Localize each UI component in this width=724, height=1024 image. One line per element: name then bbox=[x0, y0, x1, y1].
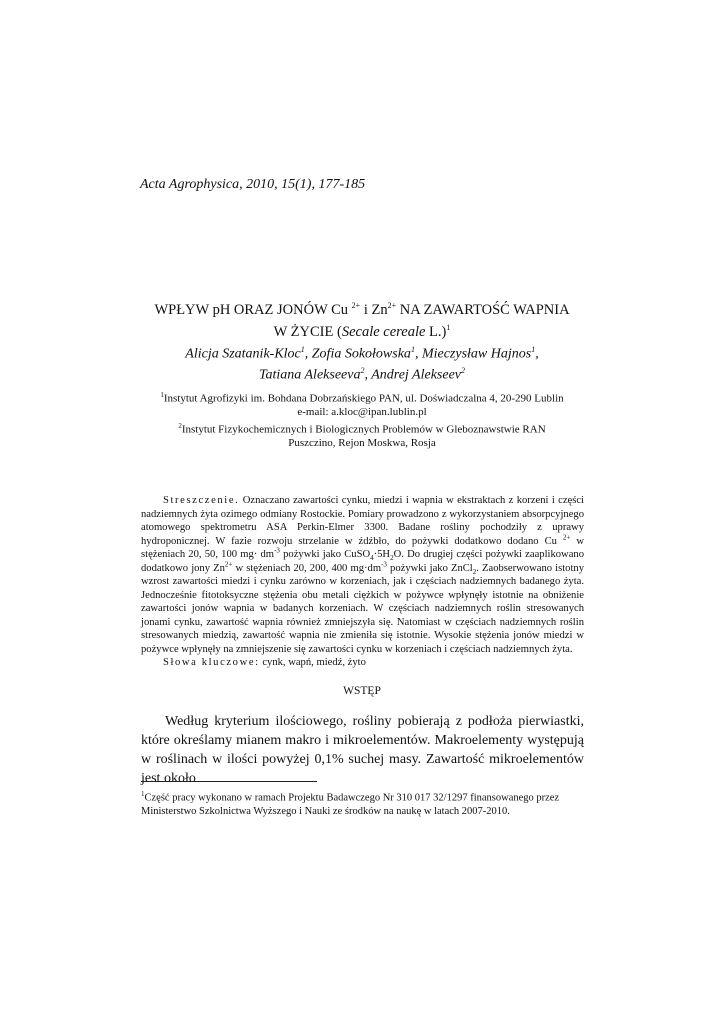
section-heading: WSTĘP bbox=[343, 685, 381, 697]
body-paragraph: Według kryterium ilościowego, rośliny pobierają z podłoża pierwiastki, które określamy mianem makro i mikroelementów. Makroelementy występują w roślinach w ilości powyżej 0,1% suchej masy. Zawartość mikroelementów jest około bbox=[141, 714, 584, 786]
paper-title bbox=[140, 297, 584, 341]
abstract-label: Streszczenie. bbox=[163, 495, 240, 506]
keywords: Słowa kluczowe: cynk, wapń, miedź, żyto bbox=[163, 657, 366, 668]
affiliation-2: $^2$Instytut Fizykochemicznych i Biologicznych Problemów w Gleboznawstwie RAN bbox=[178, 421, 546, 436]
abstract-text: Streszczenie. Oznaczano zawartości cynku, miedzi i wapnia w ekstraktach z korzeni i części nadziemnych żyta ozimego odmiany Rostockie. Pomiary prowadzono z wykorzystaniem absorpcyjnego atomowego spektrometru ASA Perkin-Elmer 3300. Badane rośliny pochodziły z uprawy hydroponicznej. W fazie rozwoju strzelanie w źdźbło, do pożywki dodatkowo dodano Cu $^{2+}$ w stężeniach 20, 50, 100 $mg\cdot dm^{-3}$ pożywki jako $CuSO_4\cdot 5H_2O$. Do drugiej części pożywki zaaplikowano dodatkowo jony $Zn^{2+}$ w stężeniach 20, 200, 400 $mg\cdot dm^{-3}$ pożywki jako ZnCl$_2$. Zaobserwowano istotny wzrost zawartości miedzi i cynku zarówno w korzeniach, jak i częściach nadziemnych badanego żyta. Jednocześnie fitotoksyczne stężenia obu metali ciężkich w pożywce wpłynęły istotnie na obniżenie zawartości jonów wapnia w badanych korzeniach. W częściach nadziemnych roślin stresowanych jonami cynku, zawartość wapnia również zmniejszyła się. Natomiast w częściach nadziemnych roślin stresowanych miedzią, zawartość wapnia nie zmieniła się istotnie. Wysokie stężenia jonów miedzi w pożywce wpłynęły na zmniejszenie się zawartości cynku w korzeniach i częściach nadziemnych żyta. bbox=[141, 495, 584, 655]
author-email: e-mail: a.kloc@ipan.lublin.pl bbox=[297, 406, 427, 419]
abstract bbox=[141, 494, 584, 670]
title-footnote-mark: 1 bbox=[446, 322, 451, 332]
author-list bbox=[140, 342, 584, 383]
author-line-1: Alicja Szatanik-Kloc$^1$, Zofia Sokołowska$^1$, Mieczysław Hajnos$^1$, bbox=[185, 345, 539, 362]
footnote-divider bbox=[141, 781, 317, 782]
author: Zofia Sokołowska bbox=[311, 346, 411, 362]
title-line-2: W ŻYCIE (Secale cereale L.)$^1$ bbox=[273, 322, 451, 340]
affiliations bbox=[140, 389, 584, 450]
title-line-1: WPŁYW pH ORAZ JONÓW Cu $^{2+}$ i $Zn^{2+}$ NA ZAWARTOŚĆ WAPNIA bbox=[154, 301, 570, 318]
author: Tatiana Alekseeva bbox=[258, 367, 361, 383]
footnote: $^1$Część pracy wykonano w ramach Projektu Badawczego Nr 310 017 32/1297 finansowanego przez Ministerstwo Szkolnictwa Wyższego i Nauki ze środków na naukę w latach 2007-2010. bbox=[141, 790, 560, 817]
author: Andrej Alekseev bbox=[371, 367, 462, 383]
author-line-2: Tatiana Alekseeva$^2$, Andrej Alekseev$^2$ bbox=[258, 365, 466, 383]
affiliation-2-place: Puszczino, Rejon Moskwa, Rosja bbox=[288, 436, 436, 449]
author: Alicja Szatanik-Kloc bbox=[185, 346, 301, 362]
section-body bbox=[141, 712, 584, 788]
journal-citation: Acta Agrophysica, 2010, 15(1), 177-185 bbox=[140, 177, 366, 192]
author: Mieczysław Hajnos bbox=[421, 346, 532, 362]
keywords-label: Słowa kluczowe: bbox=[163, 657, 260, 668]
latin-species-name: Secale cereale bbox=[341, 323, 426, 340]
affiliation-1: $^1$Instytut Agrofizyki im. Bohdana Dobrzańskiego PAN, ul. Doświadczalna 4, 20-290 Lublin bbox=[160, 391, 564, 405]
